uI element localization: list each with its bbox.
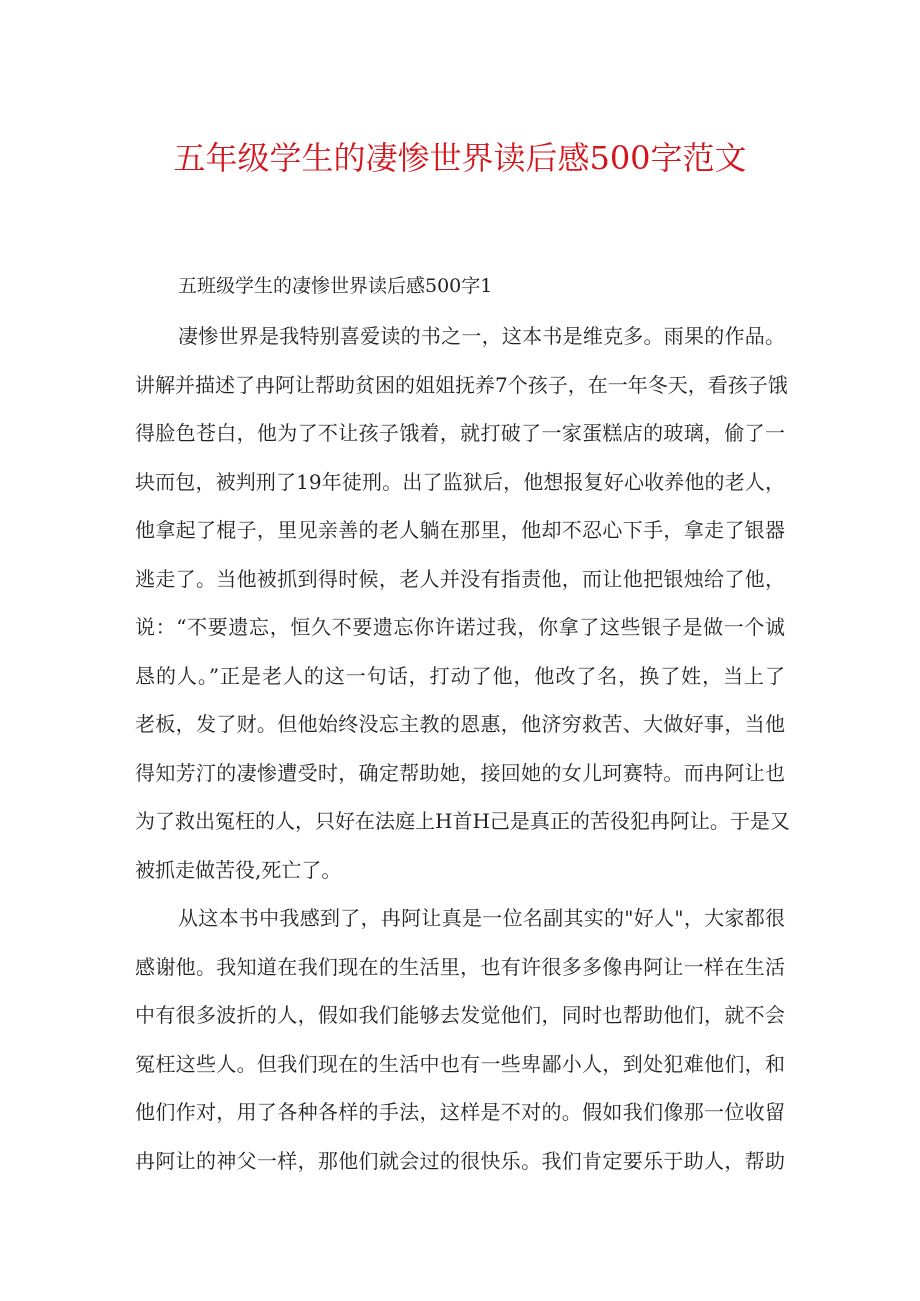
paragraph-line: 得脸色苍白，他为了不让孩子饿着，就打破了一家蛋糕店的玻璃，偷了一 [135, 421, 785, 445]
paragraph-line: 恳的人。”正是老人的这一句话，打动了他，他改了名，换了姓，当上了 [135, 663, 785, 688]
section-heading: 五班级学生的凄惨世界读后感500字1 [178, 275, 493, 297]
paragraph-2 [135, 894, 785, 1185]
paragraph-line: 从这本书中我感到了，冉阿让真是一位名副其实的"好人"，大家都很 [178, 906, 785, 930]
paragraph-line: 讲解并描述了冉阿让帮助贫困的姐姐抚养7个孩子，在一年冬天，看孩子饿 [135, 372, 788, 397]
paragraph-line: 块而包，被判刑了19年徒刑。出了监狱后，他想报复好心收养他的老人， [135, 469, 785, 494]
document-title: 五年级学生的凄惨世界读后感500字范文 [173, 139, 747, 177]
paragraph-line: 为了救出冤枉的人，只好在法庭上H首H己是真正的苦役犯冉阿让。于是又 [135, 809, 790, 833]
paragraph-line: 被抓走做苦役,死亡了。 [135, 857, 342, 882]
paragraph-line: 逃走了。当他被抓到得时候，老人并没有指责他，而让他把银烛给了他， [135, 566, 785, 591]
paragraph-line: 他们作对，用了各种各样的手法，这样是不对的。假如我们像那一位收留 [135, 1100, 785, 1124]
paragraph-line: 冤枉这些人。但我们现在的生活中也有一些卑鄙小人，到处犯难他们，和 [135, 1051, 785, 1076]
paragraph-line: 老板，发了财。但他始终没忘主教的恩惠，他济穷救苦、大做好事，当他 [135, 712, 785, 736]
paragraph-line: 他拿起了棍子，里见亲善的老人躺在那里，他却不忍心下手，拿走了银器 [135, 518, 785, 542]
paragraph-1 [135, 312, 790, 894]
paragraph-line: 得知芳汀的凄惨遭受时，确定帮助她，接回她的女儿珂赛特。而冉阿让也 [135, 760, 785, 785]
paragraph-line: 凄惨世界是我特别喜爱读的书之一，这本书是维克多。雨果的作品。 [178, 324, 785, 348]
paragraph-line: 感谢他。我知道在我们现在的生活里，也有许很多多像冉阿让一样在生活 [135, 954, 785, 979]
paragraph-line: 冉阿让的神父一样，那他们就会过的很快乐。我们肯定要乐于助人，帮助 [135, 1148, 785, 1173]
paragraph-line: 中有很多波折的人，假如我们能够去发觉他们，同时也帮助他们，就不会 [135, 1003, 785, 1027]
paragraph-line: 说：“不要遗忘，恒久不要遗忘你许诺过我，你拿了这些银子是做一个诚 [135, 615, 785, 639]
